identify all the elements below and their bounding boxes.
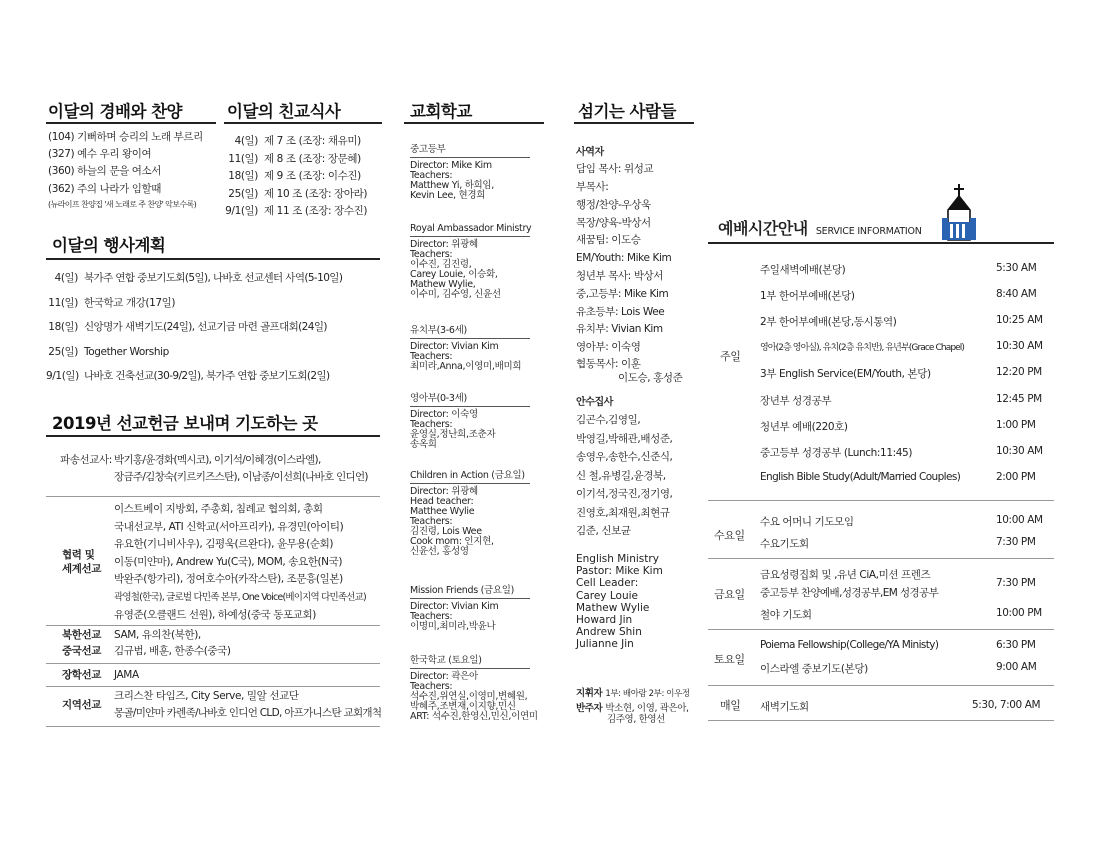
school-section-title: Royal Ambassador Ministry bbox=[410, 223, 530, 237]
events-title-rule bbox=[46, 258, 380, 260]
service-item-time: 10:00 AM bbox=[996, 514, 1043, 526]
missions-coop-line: 유영준(오클랜드 선원), 하예성(중국 동포교회) bbox=[114, 608, 316, 621]
service-item-name: English Bible Study(Adult/Married Couples) bbox=[760, 471, 961, 483]
events-list bbox=[46, 266, 380, 389]
service-item bbox=[760, 607, 1046, 622]
school-line: Director: Vivian Kim bbox=[410, 341, 499, 352]
school-line: 송옥희 bbox=[410, 439, 437, 450]
school-section bbox=[410, 582, 530, 632]
missions-disabled-text: JAMA bbox=[114, 669, 139, 681]
english-line: Carey Louie bbox=[576, 589, 638, 602]
school-line: Cook mom: 인지현, bbox=[410, 536, 494, 547]
service-item-time: 10:30 AM bbox=[996, 340, 1043, 352]
fellowship-row bbox=[222, 151, 382, 169]
school-section bbox=[410, 322, 530, 372]
deacon-line: 김준, 신보균 bbox=[576, 525, 631, 538]
service-item bbox=[760, 314, 1046, 329]
school-section-title: 중고등부 bbox=[410, 141, 530, 158]
service-item-time: 12:20 PM bbox=[996, 366, 1042, 378]
missions-coop-label-line: 협력 및 bbox=[62, 549, 95, 561]
hymns-note: (뉴라이프 찬양집 '새 노래로 주 찬양' 악보수록) bbox=[48, 199, 197, 209]
service-item bbox=[760, 577, 1046, 600]
school-line: Teachers: bbox=[410, 170, 453, 181]
deacon-line: 박영길,박해관,배성준, bbox=[576, 432, 673, 445]
staff-line: 이도승, 홍성준 bbox=[618, 371, 683, 384]
service-item-name: 2부 한어부예배(본당,동시통역) bbox=[760, 316, 897, 328]
school-line: Teachers: bbox=[410, 419, 453, 430]
school-section-title: Children in Action (금요일) bbox=[410, 467, 530, 484]
service-header bbox=[718, 216, 922, 239]
school-line: Teachers: bbox=[410, 249, 453, 260]
school-line: ART: 석수진,한영신,민신,이연미 bbox=[410, 711, 538, 722]
divider bbox=[708, 500, 1054, 501]
service-item bbox=[760, 340, 1046, 353]
staff-line: 목장/양육-박상서 bbox=[576, 216, 651, 229]
staff-line: 청년부 목사: 박상서 bbox=[576, 269, 663, 282]
service-item-time: 7:30 PM bbox=[996, 577, 1036, 589]
english-line: Cell Leader: bbox=[576, 577, 639, 590]
school-line: 박혜주,조변재,이지향,민신 bbox=[410, 701, 516, 712]
service-item-time: 8:40 AM bbox=[996, 288, 1037, 300]
hymns-title-rule bbox=[46, 122, 216, 124]
conductor-row bbox=[576, 685, 690, 699]
school-line: Kevin Lee, 현경희 bbox=[410, 190, 486, 201]
service-item-name: 철야 기도회 bbox=[760, 609, 812, 621]
school-line: Matthee Wylie bbox=[410, 506, 475, 517]
school-section-title: 영아부(0-3세) bbox=[410, 390, 530, 407]
fellowship-row bbox=[222, 203, 382, 221]
service-item bbox=[760, 445, 1046, 460]
school-line: Mathew Wylie, bbox=[410, 279, 476, 290]
school-section-body bbox=[410, 342, 530, 372]
missions-coop-line: 이스트베이 지방회, 주총회, 침례교 협의회, 총회 bbox=[114, 503, 323, 515]
service-item-name: Poiema Fellowship(College/YA Ministy) bbox=[760, 639, 939, 651]
service-item bbox=[760, 514, 1046, 529]
service-item-time: 9:00 AM bbox=[996, 661, 1037, 673]
missions-coop-label bbox=[62, 548, 101, 576]
service-day-label: 토요일 bbox=[714, 653, 745, 666]
school-section-body bbox=[410, 240, 530, 300]
staff-line: 새꿈팀: 이도승 bbox=[576, 234, 641, 247]
staff-title: 사역자 bbox=[576, 147, 604, 158]
hymn-item: (104) 기뻐하며 승리의 노래 부르리 bbox=[48, 131, 203, 143]
service-item bbox=[760, 471, 1046, 483]
event-text: 나바호 건축선교(30-9/2일), 북가주 연합 중보기도회(2일) bbox=[84, 370, 330, 382]
service-item-time: 6:30 PM bbox=[996, 639, 1036, 651]
missions-title: 2019년 선교헌금 보내며 기도하는 곳 bbox=[52, 414, 318, 433]
school-line: Director: Mike Kim bbox=[410, 160, 492, 171]
fellowship-group: 제 7 조 (조장: 채유미) bbox=[264, 135, 361, 147]
fellowship-list bbox=[222, 133, 382, 221]
school-section bbox=[410, 467, 530, 557]
servants-english bbox=[576, 553, 663, 651]
school-section-body bbox=[410, 161, 530, 201]
divider bbox=[708, 558, 1054, 559]
event-date: 18(일) bbox=[48, 321, 78, 333]
service-item-time: 12:45 PM bbox=[996, 393, 1042, 405]
divider bbox=[46, 663, 380, 664]
event-date: 4(일) bbox=[54, 272, 78, 284]
hymns-title: 이달의 경배와 찬양 bbox=[48, 102, 183, 121]
school-section bbox=[410, 390, 530, 450]
school-section bbox=[410, 141, 530, 201]
event-row bbox=[46, 291, 380, 316]
service-item bbox=[760, 699, 1046, 714]
fellowship-group: 제 9 조 (조장: 이수진) bbox=[264, 170, 361, 182]
service-item-time: 2:00 PM bbox=[996, 471, 1036, 483]
service-item bbox=[760, 536, 1046, 551]
fellowship-date: 11(일) bbox=[228, 152, 258, 165]
school-line: 신윤선, 홍성영 bbox=[410, 546, 469, 557]
event-row bbox=[46, 340, 380, 365]
english-line: Andrew Shin bbox=[576, 626, 642, 639]
service-item-name: 청년부 예배(220호) bbox=[760, 421, 848, 433]
school-section-body bbox=[410, 602, 530, 632]
missions-sent-line: 장금주/김창숙(키르키즈스탄), 이남종/이선희(나바호 인디언) bbox=[114, 471, 368, 484]
school-section bbox=[410, 652, 538, 722]
accompanist-row bbox=[576, 703, 689, 725]
school-line: 윤영실,정난희,조춘자 bbox=[410, 429, 496, 440]
school-line: Head teacher: bbox=[410, 496, 474, 507]
school-section-body bbox=[410, 672, 538, 722]
deacon-line: 신 철,유병길,윤경북, bbox=[576, 469, 666, 482]
deacon-line: 진영호,최재원,최현규 bbox=[576, 506, 670, 519]
missions-cn-text: 김규범, 배훈, 한종수(중국) bbox=[114, 645, 231, 657]
fellowship-date: 4(일) bbox=[234, 135, 258, 147]
missions-local-label: 지역선교 bbox=[62, 699, 101, 711]
conductor-text: 1부: 배아람 2부: 이우정 bbox=[605, 689, 690, 699]
fellowship-date: 9/1(일) bbox=[225, 205, 258, 217]
missions-title-rule bbox=[46, 435, 380, 437]
fellowship-row bbox=[222, 133, 382, 151]
service-item-time: 10:00 PM bbox=[996, 607, 1042, 619]
school-line: 이명미,최미라,박윤나 bbox=[410, 621, 496, 632]
service-item bbox=[760, 393, 1046, 408]
missions-sent-line: 박기홍/윤경화(멕시코), 이기석/이혜경(이스라엘), bbox=[114, 454, 321, 466]
missions-local-list bbox=[114, 688, 381, 722]
english-title: English Ministry bbox=[576, 553, 659, 565]
school-title-rule bbox=[404, 122, 544, 124]
school-section-body bbox=[410, 487, 530, 557]
divider bbox=[708, 720, 1054, 721]
fellowship-group: 제 8 조 (조장: 장문혜) bbox=[264, 152, 361, 165]
missions-sent-label: 파송선교사: bbox=[60, 454, 112, 466]
staff-line: 부목사: bbox=[576, 181, 609, 193]
school-line: Teachers: bbox=[410, 516, 453, 527]
hymn-item: (327) 예수 우리 왕이여 bbox=[48, 148, 152, 161]
events-title: 이달의 행사계획 bbox=[52, 236, 166, 255]
school-section-title: 유치부(3-6세) bbox=[410, 322, 530, 339]
divider bbox=[46, 726, 380, 727]
school-line: 석수진,위연실,이영미,변혜원, bbox=[410, 691, 528, 702]
service-item bbox=[760, 639, 1046, 651]
servants-deacons bbox=[576, 394, 673, 541]
school-line: 이수진, 김진령, bbox=[410, 259, 472, 270]
deacon-line: 송영우,송한수,신준식, bbox=[576, 451, 673, 464]
school-line: Teachers: bbox=[410, 351, 453, 362]
service-day-label: 주일 bbox=[720, 350, 741, 363]
missions-sent-list bbox=[114, 452, 368, 486]
fellowship-group: 제 10 조 (조장: 장아라) bbox=[264, 187, 368, 200]
staff-line: 유초등부: Lois Wee bbox=[576, 305, 665, 318]
service-item bbox=[760, 288, 1046, 303]
divider bbox=[46, 625, 380, 626]
service-item-time: 10:30 AM bbox=[996, 445, 1043, 457]
school-section-title: Mission Friends (금요일) bbox=[410, 582, 530, 599]
accompanist-label: 반주자 bbox=[576, 703, 603, 714]
fellowship-title: 이달의 친교식사 bbox=[227, 102, 341, 121]
service-title: 예배시간안내 bbox=[718, 219, 808, 238]
english-line: Pastor: Mike Kim bbox=[576, 565, 663, 578]
service-item-name: 이스라엘 중보기도(본당) bbox=[760, 663, 868, 675]
hymn-item: (362) 주의 나라가 임할때 bbox=[48, 182, 161, 195]
school-title: 교회학교 bbox=[410, 102, 472, 121]
service-item-name: 1부 한어부예배(본당) bbox=[760, 290, 855, 302]
fellowship-row bbox=[222, 186, 382, 204]
service-item-name: 중고등부 성경공부 (Lunch:11:45) bbox=[760, 447, 913, 459]
missions-coop-label-line: 세계선교 bbox=[62, 563, 101, 575]
school-line: Director: 위광혜 bbox=[410, 486, 478, 497]
missions-coop-line: 유요한(기니비사우), 김평욱(르완다), 윤무용(순회) bbox=[114, 538, 334, 551]
hymn-item: (360) 하늘의 문을 여소서 bbox=[48, 165, 161, 178]
event-text: 신앙명가 새벽기도(24일), 선교기금 마련 골프대회(24일) bbox=[84, 321, 327, 333]
service-item-time: 1:00 PM bbox=[996, 419, 1036, 431]
event-text: Together Worship bbox=[84, 345, 169, 358]
service-day-label: 매일 bbox=[720, 699, 741, 712]
event-date: 11(일) bbox=[48, 296, 78, 309]
service-item bbox=[760, 661, 1046, 676]
accompanist-text-2: 김주영, 한영선 bbox=[607, 714, 665, 725]
school-line: Director: 이숙영 bbox=[410, 409, 478, 420]
service-title-rule bbox=[708, 242, 1054, 244]
staff-line: 중,고등부: Mike Kim bbox=[576, 287, 669, 300]
missions-nk-label: 북한선교 bbox=[62, 629, 101, 641]
service-subtitle: SERVICE INFORMATION bbox=[815, 226, 922, 237]
divider bbox=[708, 685, 1054, 686]
service-item-name: 금요성령집회 및 ,유년 CiA,미션 프렌즈 bbox=[760, 569, 931, 581]
school-line: Director: 위광혜 bbox=[410, 239, 478, 250]
service-day-label: 수요일 bbox=[714, 529, 745, 542]
deacons-title: 안수집사 bbox=[576, 397, 614, 408]
missions-cn-label: 중국선교 bbox=[62, 645, 101, 657]
staff-line: 유치부: Vivian Kim bbox=[576, 323, 663, 336]
missions-coop-list bbox=[114, 501, 366, 624]
service-item-time: 5:30 AM bbox=[996, 262, 1037, 274]
servants-title: 섬기는 사람들 bbox=[578, 102, 676, 121]
staff-line: 담임 목사: 위성교 bbox=[576, 163, 654, 176]
service-item-name: 중고등부 찬양예배,성경공부,EM 성경공부 bbox=[760, 587, 939, 599]
fellowship-row bbox=[222, 168, 382, 186]
service-item-name: 수요기도회 bbox=[760, 538, 809, 550]
school-line: 이수미, 김수영, 신윤선 bbox=[410, 289, 501, 300]
divider bbox=[46, 686, 380, 687]
service-item-time: 7:30 PM bbox=[996, 536, 1036, 548]
school-section-body bbox=[410, 410, 530, 450]
event-row bbox=[46, 266, 380, 291]
conductor-label: 지휘자 bbox=[576, 688, 603, 699]
service-item-time: 10:25 AM bbox=[996, 314, 1043, 326]
school-section bbox=[410, 223, 530, 300]
fellowship-date: 18(일) bbox=[228, 170, 258, 182]
event-date: 25(일) bbox=[48, 345, 78, 358]
event-row bbox=[46, 315, 380, 340]
servants-staff bbox=[576, 144, 682, 385]
missions-coop-line: 박완주(항가리), 정여호수아(카작스탄), 조문흥(일본) bbox=[114, 573, 343, 586]
fellowship-date: 25(일) bbox=[228, 187, 258, 200]
event-row bbox=[46, 364, 380, 389]
school-line: Teachers: bbox=[410, 611, 453, 622]
divider bbox=[46, 496, 380, 497]
service-item-name: 새벽기도회 bbox=[760, 701, 809, 713]
missions-nk-text: SAM, 유의찬(북한), bbox=[114, 629, 201, 641]
school-line: 김진령, Lois Wee bbox=[410, 526, 482, 537]
deacon-line: 김곤수,김영일, bbox=[576, 414, 641, 427]
missions-disabled-label: 장학선교 bbox=[62, 669, 101, 681]
event-text: 한국학교 개강(17일) bbox=[84, 296, 176, 309]
missions-local-line: 크리스찬 타임즈, City Serve, 밀알 선교단 bbox=[114, 690, 299, 702]
school-line: Director: Vivian Kim bbox=[410, 601, 499, 612]
hymns-list bbox=[48, 129, 203, 210]
divider bbox=[708, 629, 1054, 630]
staff-line: 협동목사: 이훈 bbox=[576, 357, 641, 370]
english-line: Howard Jin bbox=[576, 614, 633, 627]
service-item-time: 5:30, 7:00 AM bbox=[972, 699, 1041, 711]
service-item-name: 장년부 성경공부 bbox=[760, 395, 832, 407]
service-item bbox=[760, 419, 1046, 434]
service-item-name: 수요 어머니 기도모임 bbox=[760, 516, 854, 528]
english-line: Julianne Jin bbox=[576, 638, 634, 651]
accompanist-text: 박소현, 이영, 곽은아, bbox=[605, 703, 689, 714]
staff-line: EM/Youth: Mike Kim bbox=[576, 252, 672, 265]
missions-coop-line: 곽영철(한국), 글로벌 다민족 본부, One Voice(베이지역 다민족선교) bbox=[114, 591, 366, 603]
school-line: Matthew Yi, 하희임, bbox=[410, 180, 495, 191]
service-item-name: 영아(2층 영아실), 유치(2층 유치반), 유년부(Grace Chapel) bbox=[760, 343, 964, 353]
school-line: Director: 곽은아 bbox=[410, 671, 478, 682]
school-section-title: 한국학교 (토요일) bbox=[410, 652, 530, 669]
event-text: 북가주 연합 중보기도회(5일), 나바호 선교센터 사역(5-10일) bbox=[84, 272, 343, 284]
service-day-label: 금요일 bbox=[714, 588, 745, 601]
staff-line: 행정/찬양-우상욱 bbox=[576, 198, 651, 211]
english-line: Mathew Wylie bbox=[576, 601, 650, 614]
church-icon bbox=[936, 184, 982, 242]
service-item-name: 3부 English Service(EM/Youth, 본당) bbox=[760, 368, 931, 380]
deacon-line: 이기석,정국진,정기영, bbox=[576, 488, 673, 501]
missions-coop-line: 국내선교부, ATI 신학교(서아프리카), 유경민(아이티) bbox=[114, 520, 344, 533]
school-line: Carey Louie, 이승화, bbox=[410, 269, 498, 280]
staff-line: 영아부: 이숙영 bbox=[576, 341, 641, 354]
school-line: Teachers: bbox=[410, 681, 453, 692]
fellowship-group: 제 11 조 (조장: 장수진) bbox=[264, 205, 368, 217]
service-item bbox=[760, 262, 1046, 277]
missions-coop-line: 이동(미얀마), Andrew Yu(C국), MOM, 송요한(N국) bbox=[114, 555, 343, 568]
event-date: 9/1(일) bbox=[46, 370, 79, 382]
missions-local-line: 몽골/미얀마 카렌족/나바호 인디언 CLD, 아프가니스탄 교회개척 bbox=[114, 707, 382, 720]
service-item bbox=[760, 366, 1046, 381]
servants-title-rule bbox=[574, 122, 694, 124]
service-item-name: 주일새벽예배(본당) bbox=[760, 264, 846, 276]
fellowship-title-rule bbox=[224, 122, 382, 124]
school-line: 최미라,Anna,이영미,배미희 bbox=[410, 361, 522, 372]
